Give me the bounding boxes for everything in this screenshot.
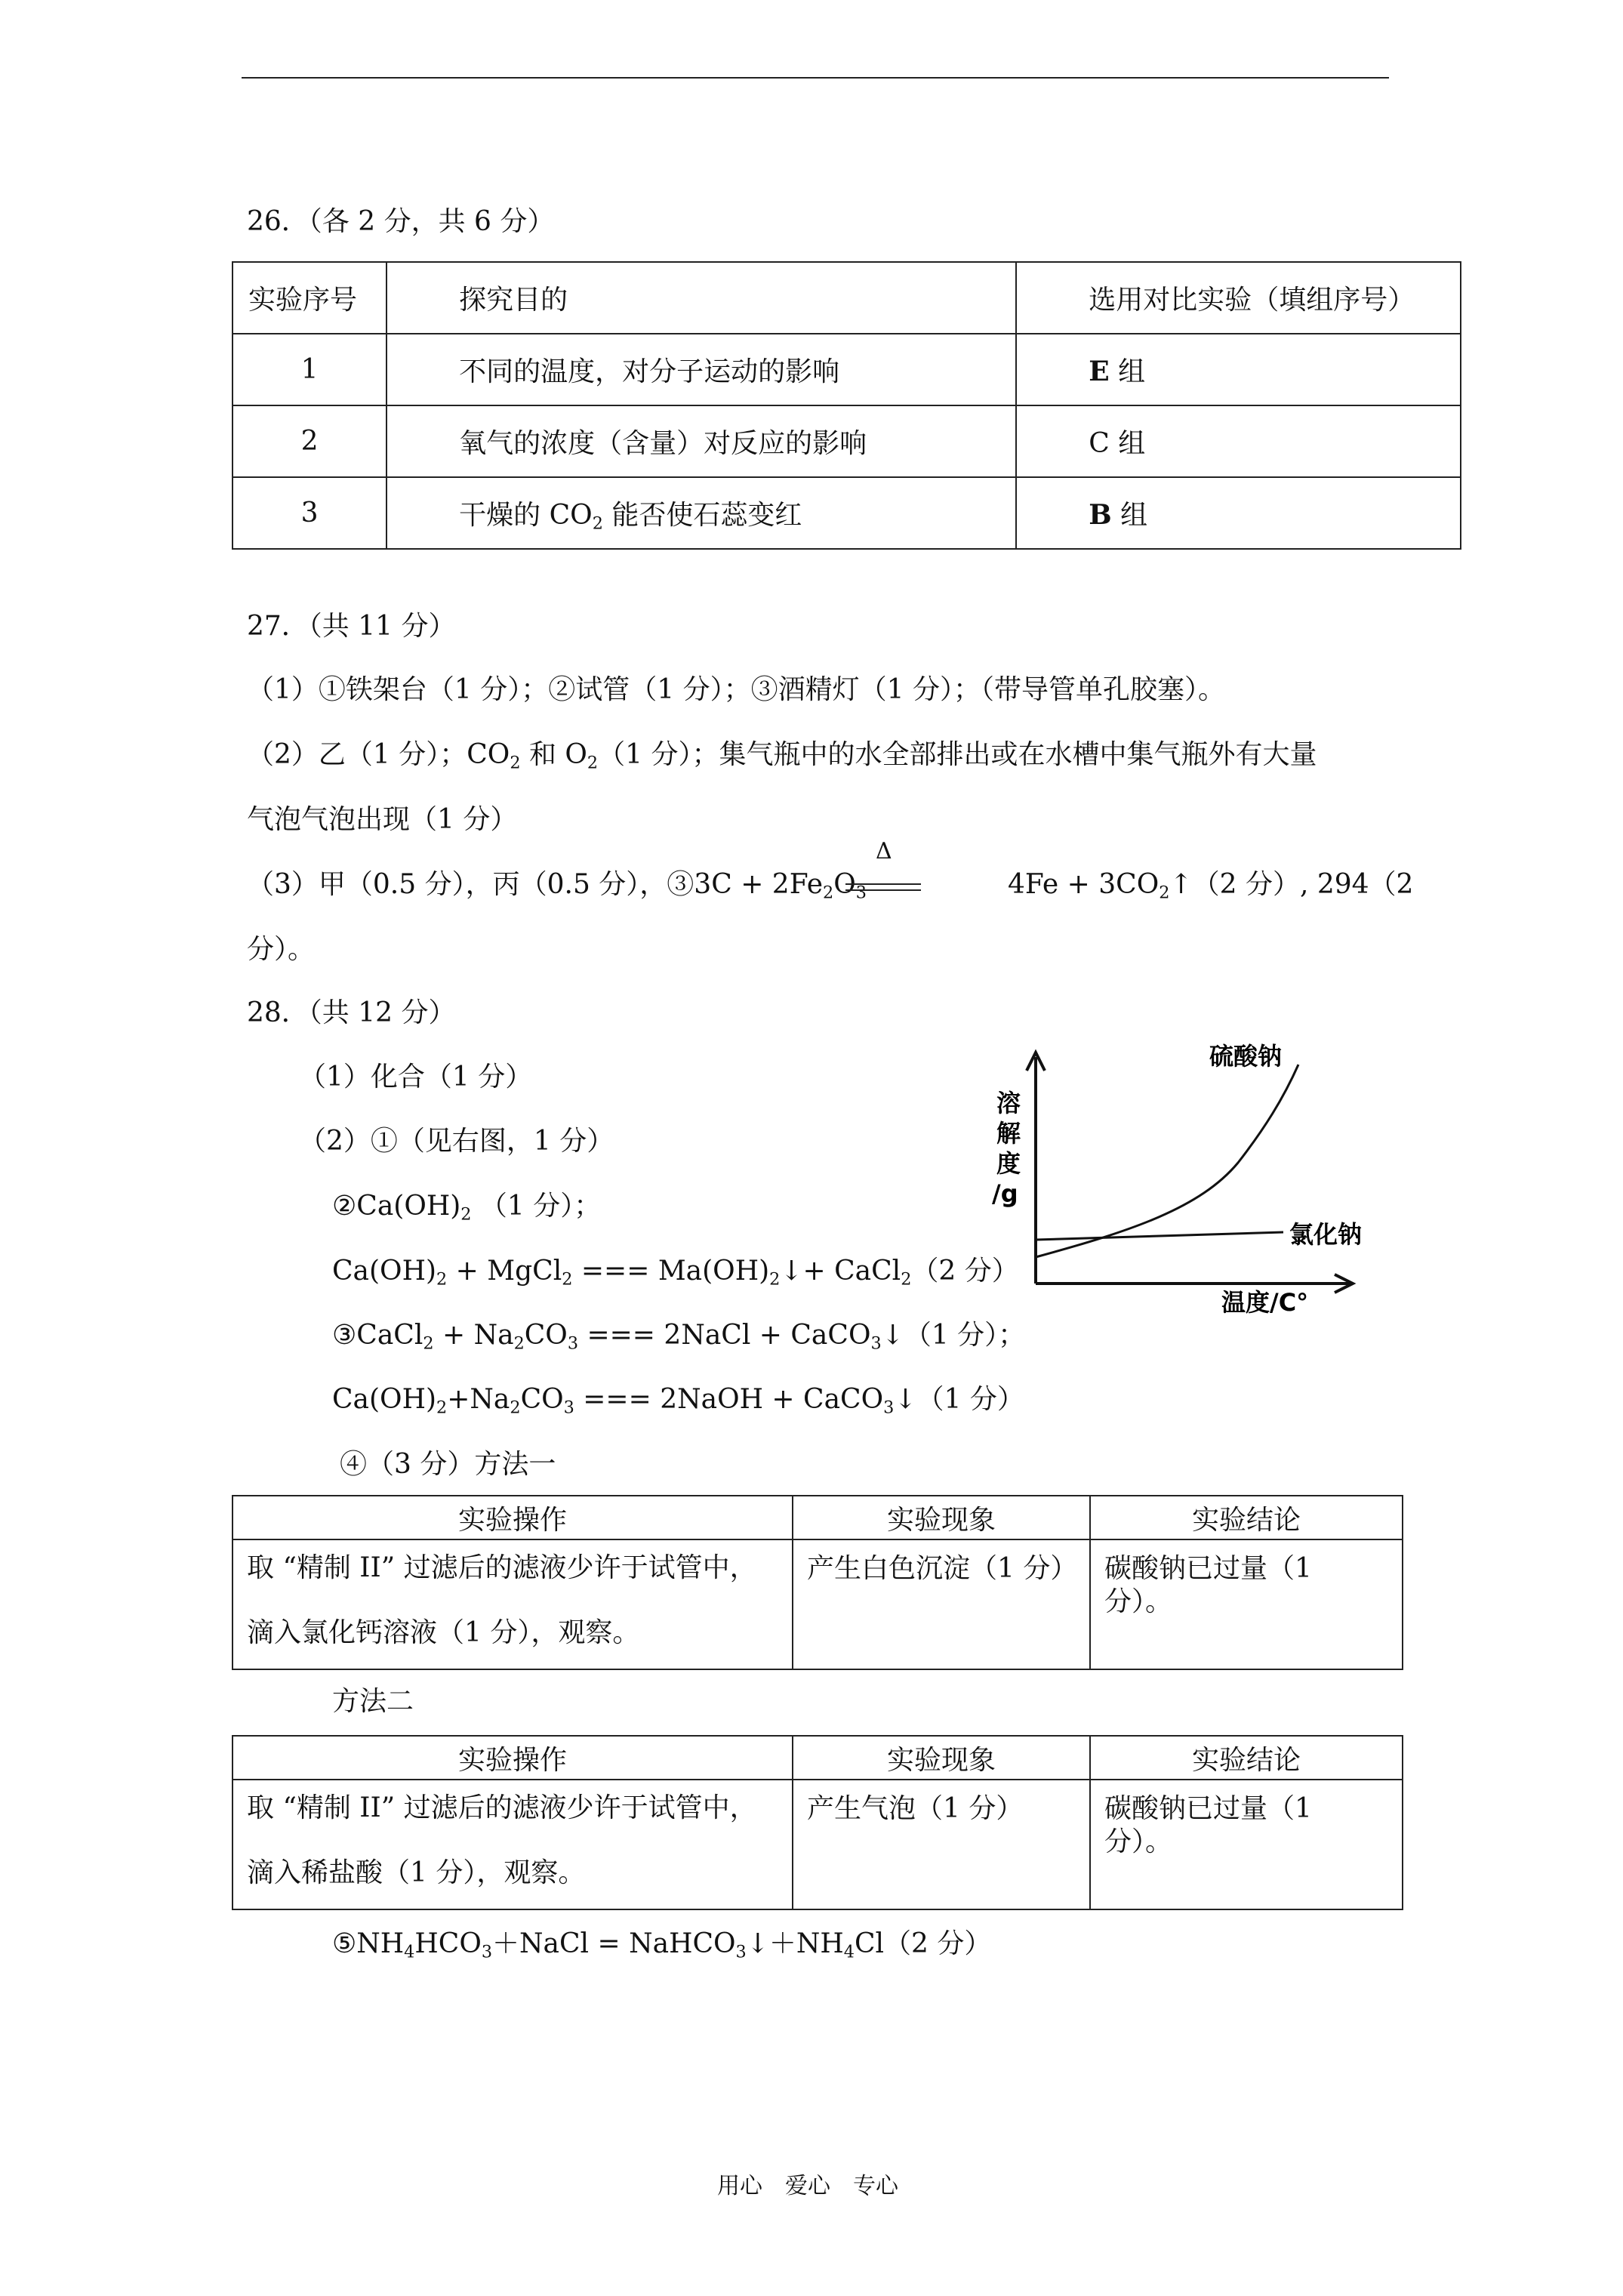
q27-line-4-left <box>247 868 867 901</box>
row-group <box>1016 405 1461 477</box>
row-purpose <box>387 477 1016 549</box>
row-group <box>1016 477 1461 549</box>
text: ⑤NH <box>332 1928 405 1959</box>
group-suffix: 组 <box>1109 428 1146 459</box>
subscript: 2 <box>587 753 599 773</box>
text: Cl（2 分） <box>855 1928 992 1959</box>
subscript: 2 <box>423 1333 434 1354</box>
y-label-char: 解 <box>996 1119 1021 1148</box>
row-purpose: 氧气的浓度（含量）对反应的影响 <box>387 405 1016 477</box>
subscript: 2 <box>510 1398 521 1418</box>
text: 和 O <box>520 739 587 770</box>
sodium-chloride-line <box>1036 1232 1283 1240</box>
text: （1 分）；集气瓶中的水全部排出或在水槽中集气瓶外有大量 <box>598 739 1317 770</box>
conclusion-cell <box>1090 1780 1403 1909</box>
q28-part-1: （1）化合（1 分） <box>299 1062 533 1093</box>
text: === 2NaCl + CaCO <box>578 1320 871 1351</box>
conclusion-text: 碳酸钠已过量（1 分）。 <box>1104 1793 1312 1857</box>
subscript: 4 <box>404 1942 415 1962</box>
header-cell-operation: 实验操作 <box>233 1496 793 1539</box>
subscript: 3 <box>870 1333 882 1354</box>
q26-heading: 26．（各 2 分，共 6 分） <box>247 206 555 237</box>
header-cell-group: 选用对比实验（填组序号） <box>1016 262 1461 334</box>
purpose-text: 能否使石蕊变红 <box>602 500 802 531</box>
text: CO <box>520 1384 564 1415</box>
header-cell-conclusion: 实验结论 <box>1090 1496 1403 1539</box>
text: ②Ca(OH) <box>332 1191 461 1222</box>
text: ③CaCl <box>332 1320 423 1351</box>
text: ＋NaCl = NaHCO <box>492 1928 736 1959</box>
table-row <box>233 1539 1403 1669</box>
q28-line-3 <box>332 1190 601 1223</box>
subscript: 2 <box>901 1269 912 1290</box>
text: ↓+ CaCl <box>780 1256 901 1287</box>
subscript: 2 <box>436 1398 448 1418</box>
table-row <box>233 334 1461 405</box>
text: （3）甲（0.5 分），丙（0.5 分），③3C + 2Fe <box>247 869 824 900</box>
heating-delta: Δ <box>876 838 892 864</box>
q27-line-3: 气泡气泡出现（1 分） <box>247 804 518 835</box>
purpose-text: 干燥的 CO <box>459 500 593 531</box>
conclusion-cell <box>1090 1539 1403 1669</box>
table-row <box>233 477 1461 549</box>
q26-table <box>232 261 1461 550</box>
operation-cell <box>233 1780 793 1909</box>
q27-heading: 27．（共 11 分） <box>247 611 456 642</box>
method-1-label: ④（3 分）方法一 <box>340 1449 556 1480</box>
subscript: 2 <box>513 1333 525 1354</box>
row-purpose: 不同的温度，对分子运动的影响 <box>387 334 1016 405</box>
text: （2）乙（1 分）；CO <box>247 739 510 770</box>
subscript: 2 <box>510 753 521 773</box>
row-group <box>1016 334 1461 405</box>
group-suffix: 组 <box>1111 500 1148 531</box>
q27-line-5: 分）。 <box>247 934 316 965</box>
subscript: 3 <box>563 1398 574 1418</box>
method-1-table <box>232 1495 1403 1670</box>
q28-line-8 <box>332 1928 991 1961</box>
table-header-row <box>233 262 1461 334</box>
text: 4Fe + 3CO <box>1008 869 1160 900</box>
row-number: 1 <box>233 334 387 405</box>
header-cell-operation: 实验操作 <box>233 1736 793 1780</box>
q28-heading: 28．（共 12 分） <box>247 997 456 1028</box>
y-label-char: /g <box>992 1179 1018 1208</box>
method-2-table <box>232 1735 1403 1910</box>
group-letter: E <box>1089 356 1110 387</box>
header-cell-phenomenon: 实验现象 <box>793 1496 1090 1539</box>
operation-cell <box>233 1539 793 1669</box>
operation-text: 取 “精制 II” 过滤后的滤液少许于试管中，滴入稀盐酸（1 分），观察。 <box>247 1792 757 1888</box>
subscript: 3 <box>567 1333 579 1354</box>
y-label-char: 溶 <box>996 1089 1021 1117</box>
phenomenon-cell <box>793 1539 1090 1669</box>
table-row <box>233 405 1461 477</box>
solubility-graph <box>981 1042 1389 1314</box>
phenomenon-cell <box>793 1780 1090 1909</box>
phenomenon-text: 产生白色沉淀（1 分） <box>807 1553 1078 1584</box>
q28-line-6 <box>332 1383 1024 1416</box>
header-rule <box>242 77 1389 79</box>
text: CO <box>524 1320 568 1351</box>
subscript: 2 <box>1159 883 1170 903</box>
subscript: 3 <box>883 1398 895 1418</box>
group-letter: B <box>1089 499 1112 531</box>
text: ↓（1 分） <box>894 1384 1024 1415</box>
text: Ca(OH) <box>332 1256 437 1287</box>
text: === Ma(OH) <box>572 1256 770 1287</box>
subscript: 2 <box>592 513 603 534</box>
subscript: 2 <box>460 1204 472 1225</box>
subscript: 2 <box>823 883 834 903</box>
subscript: 3 <box>855 883 867 903</box>
equal-sign-icon <box>845 882 921 894</box>
group-suffix: 组 <box>1109 356 1146 387</box>
row-number: 2 <box>233 405 387 477</box>
text: O <box>833 869 856 900</box>
header-cell-phenomenon: 实验现象 <box>793 1736 1090 1780</box>
text: ↓（1 分）； <box>881 1320 1026 1351</box>
text: （1 分）； <box>471 1191 602 1222</box>
group-letter: C <box>1089 428 1110 459</box>
header-cell-purpose: 探究目的 <box>387 262 1016 334</box>
text: （2 分） <box>911 1256 1019 1287</box>
header-cell-conclusion: 实验结论 <box>1090 1736 1403 1780</box>
text: +Na <box>447 1384 510 1415</box>
phenomenon-text: 产生气泡（1 分） <box>807 1793 1024 1824</box>
header-cell-number: 实验序号 <box>233 262 387 334</box>
sodium-sulfate-curve <box>1036 1065 1298 1257</box>
text: + MgCl <box>447 1256 562 1287</box>
method-2-label: 方法二 <box>332 1686 414 1717</box>
row-number: 3 <box>233 477 387 549</box>
q27-line-1: （1）①铁架台（1 分）；②试管（1 分）；③酒精灯（1 分）；（带导管单孔胶塞）。 <box>247 674 1225 705</box>
q27-line-2 <box>247 738 1317 772</box>
subscript: 2 <box>436 1269 448 1290</box>
sodium-chloride-label: 氯化钠 <box>1289 1220 1363 1249</box>
q28-part-2: （2）①（见右图，1 分） <box>299 1126 614 1157</box>
conclusion-text: 碳酸钠已过量（1 分）。 <box>1104 1553 1312 1617</box>
q28-line-5 <box>332 1319 1025 1352</box>
y-label-char: 度 <box>996 1149 1021 1178</box>
subscript: 3 <box>481 1942 493 1962</box>
text: Ca(OH) <box>332 1384 437 1415</box>
subscript: 4 <box>843 1942 855 1962</box>
text: === 2NaOH + CaCO <box>574 1384 884 1415</box>
text: ↓＋NH <box>746 1928 844 1959</box>
sodium-sulfate-label: 硫酸钠 <box>1209 1042 1283 1071</box>
subscript: 2 <box>769 1269 781 1290</box>
subscript: 3 <box>735 1942 747 1962</box>
text: + Na <box>433 1320 514 1351</box>
q28-line-4 <box>332 1255 1019 1288</box>
q27-line-4-right <box>1008 868 1413 901</box>
x-axis-label: 温度/C° <box>1221 1288 1309 1314</box>
text: HCO <box>414 1928 482 1959</box>
subscript: 2 <box>562 1269 573 1290</box>
table-row <box>233 1780 1403 1909</box>
operation-text: 取 “精制 II” 过滤后的滤液少许于试管中，滴入氯化钙溶液（1 分），观察。 <box>247 1552 757 1648</box>
text: ↑（2 分）, 294（2 <box>1169 869 1414 900</box>
page-footer: 用心 爱心 专心 <box>717 2173 898 2199</box>
